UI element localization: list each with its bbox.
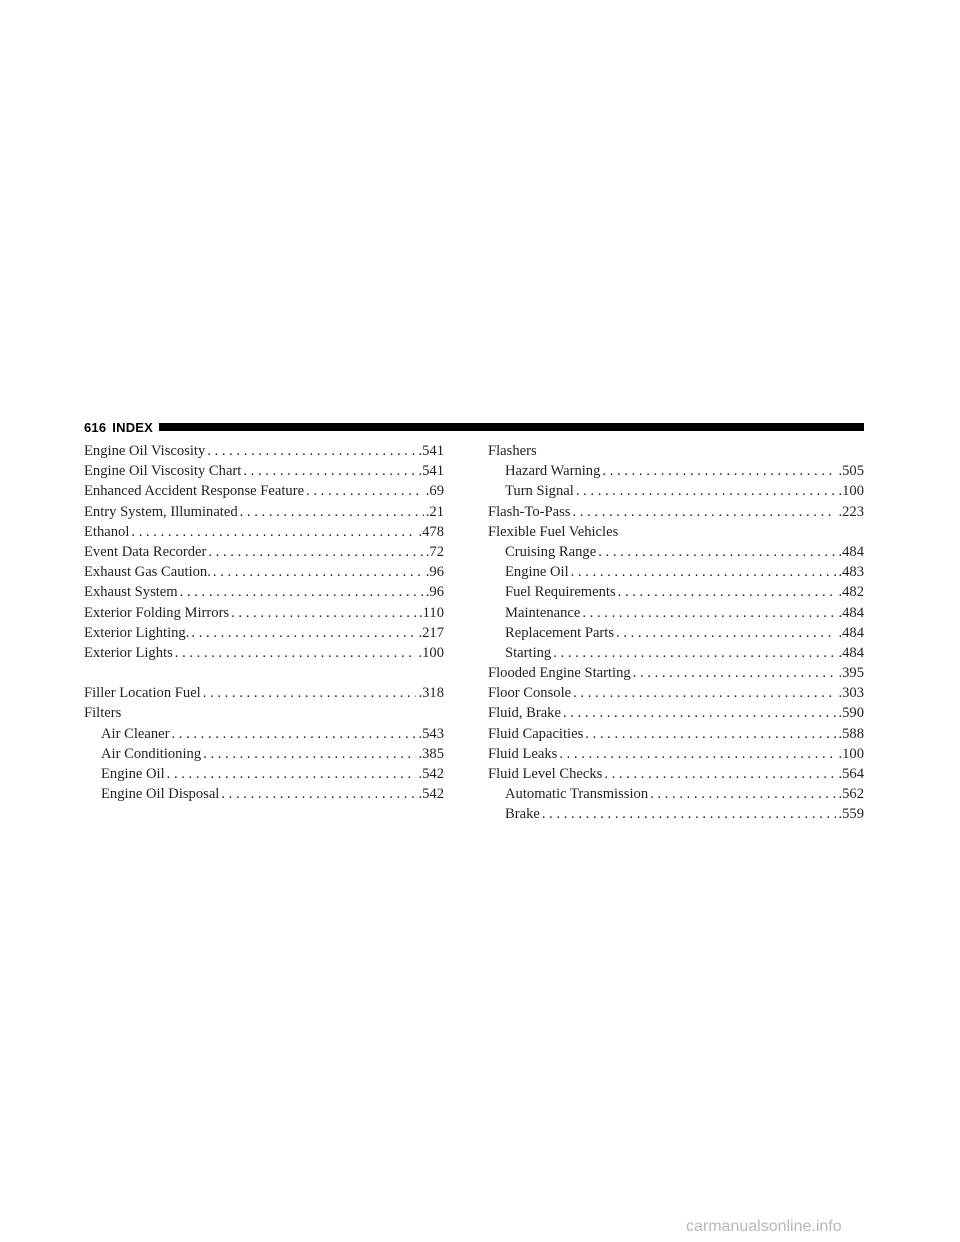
index-entry-label: Automatic Transmission [505, 786, 649, 803]
index-entry-label: Exterior Folding Mirrors [84, 604, 230, 621]
dot-leader [598, 542, 836, 562]
index-entry-label: Engine Oil [101, 766, 165, 782]
index-entry-label: Maintenance [505, 604, 581, 621]
index-entry-page: .72 [425, 543, 444, 560]
index-entry [84, 502, 444, 522]
index-entry-page: .484 [838, 644, 864, 661]
index-entry-label: Filters [84, 705, 122, 722]
index-entry-page: .478 [418, 523, 444, 540]
index-entry-page: .223 [838, 503, 864, 520]
index-entry-label: Exterior Lights [84, 644, 173, 661]
index-entry-label: Floor Console [488, 685, 572, 702]
dot-leader [573, 502, 837, 522]
index-entry-label: Exhaust System [84, 584, 178, 601]
page-number: 616 [84, 419, 107, 435]
index-entry [84, 542, 444, 562]
watermark: carmanualsonline.info [686, 1218, 842, 1235]
index-entry [84, 582, 444, 602]
header-title [84, 420, 153, 435]
index-entry-label: Air Conditioning [101, 745, 202, 762]
dot-leader [221, 784, 416, 804]
dot-leader [576, 481, 837, 501]
dot-leader [203, 683, 417, 703]
index-entry [488, 603, 864, 623]
dot-leader [167, 764, 417, 784]
index-entry-label: Engine Oil Viscosity [84, 443, 206, 459]
index-entry [488, 703, 864, 723]
index-entry-page: .385 [418, 745, 444, 762]
dot-leader [542, 804, 837, 824]
index-entry-label: Cruising Range [505, 543, 597, 560]
dot-leader [131, 522, 416, 542]
dot-leader [571, 562, 837, 582]
index-entry-label: Flooded Engine Starting [488, 665, 631, 682]
dot-leader [650, 784, 836, 804]
index-column-left [84, 441, 444, 804]
index-entry-label: Fluid Level Checks [488, 766, 603, 782]
index-entry [84, 461, 444, 481]
dot-leader [231, 603, 417, 623]
index-entry-label: Enhanced Accident Response Feature [84, 483, 305, 500]
index-entry-label: Event Data Recorder [84, 543, 207, 560]
index-entry-page: .562 [838, 786, 864, 803]
index-entry-label: Hazard Warning [505, 463, 601, 480]
index-entry [488, 663, 864, 683]
index-entry-page: .559 [838, 806, 864, 823]
dot-leader [604, 764, 836, 784]
index-entry [488, 804, 864, 824]
index-entry-page: .484 [838, 543, 864, 560]
index-entry [488, 502, 864, 522]
section-title: INDEX [112, 419, 154, 435]
dot-leader [585, 724, 836, 744]
index-heading [488, 522, 864, 542]
dot-leader [243, 461, 416, 481]
index-entry-page: .590 [838, 705, 864, 722]
index-entry-label: Fuel Requirements [505, 584, 616, 601]
index-entry-label: Engine Oil Disposal [101, 786, 220, 803]
index-entry-label: Brake [505, 806, 540, 823]
index-entry [84, 643, 444, 663]
index-entry [84, 764, 444, 784]
index-entry-page: .482 [838, 584, 864, 601]
index-column-right [488, 441, 864, 825]
index-entry-label: Turn Signal [505, 483, 574, 500]
index-entry-page: .505 [838, 463, 864, 480]
index-entry [488, 764, 864, 784]
index-entry-label: Fluid Capacities [488, 725, 584, 742]
index-heading [488, 441, 864, 461]
index-entry [488, 582, 864, 602]
index-entry [84, 784, 444, 804]
dot-leader [602, 461, 836, 481]
index-entry-label: Flashers [488, 443, 537, 459]
dot-leader [573, 683, 836, 703]
dot-leader [582, 603, 836, 623]
index-entry [84, 744, 444, 764]
dot-leader [563, 703, 836, 723]
index-entry [488, 744, 864, 764]
index-entry-label: Exterior Lighting. [84, 624, 190, 641]
page-header [84, 417, 864, 437]
index-entry [488, 784, 864, 804]
index-entry [84, 522, 444, 542]
index-entry [488, 481, 864, 501]
index-entry-page: .217 [418, 624, 444, 641]
dot-leader [203, 744, 416, 764]
index-heading [84, 703, 444, 723]
index-entry-page: .69 [425, 483, 444, 500]
index-entry-page: .96 [425, 564, 444, 581]
index-entry-label: Flash-To-Pass [488, 503, 571, 520]
dot-leader [171, 724, 416, 744]
index-entry [488, 562, 864, 582]
index-entry-page: .100 [418, 644, 444, 661]
dot-leader [213, 562, 424, 582]
index-entry-label: Exhaust Gas Caution. [84, 564, 211, 581]
index-entry-page: .588 [838, 725, 864, 742]
index-entry-page: .100 [838, 745, 864, 762]
index-entry-page: .542 [418, 766, 444, 782]
index-entry-label: Engine Oil [505, 564, 569, 581]
index-entry-page: .543 [418, 725, 444, 742]
dot-leader [191, 623, 416, 643]
index-entry-label: Replacement Parts [505, 624, 615, 641]
index-entry-page: .303 [838, 685, 864, 702]
index-entry-page: .483 [838, 564, 864, 581]
index-entry-label: Engine Oil Viscosity Chart [84, 463, 242, 480]
index-entry-page: .96 [425, 584, 444, 601]
dot-leader [306, 481, 424, 501]
index-entry-label: Fluid, Brake [488, 705, 561, 722]
index-entry [84, 603, 444, 623]
index-entry [488, 461, 864, 481]
index-entry-label: Fluid Leaks [488, 745, 558, 762]
index-entry-label: Air Cleaner [101, 725, 170, 742]
index-entry-label: Ethanol [84, 523, 130, 540]
index-entry [488, 724, 864, 744]
dot-leader [180, 582, 424, 602]
index-entry-label: Entry System, Illuminated [84, 503, 238, 520]
index-entry-page: .318 [418, 685, 444, 702]
dot-leader [559, 744, 836, 764]
index-entry-label: Filler Location Fuel [84, 685, 201, 702]
dot-leader [207, 441, 416, 461]
index-entry-page: .484 [838, 624, 864, 641]
dot-leader [240, 502, 424, 522]
header-rule [159, 423, 864, 431]
dot-leader [633, 663, 837, 683]
index-entry-page: .541 [418, 463, 444, 480]
dot-leader [175, 643, 417, 663]
dot-leader [616, 623, 836, 643]
index-entry-page: .542 [418, 786, 444, 803]
index-entry-page: .484 [838, 604, 864, 621]
index-entry [84, 481, 444, 501]
index-entry-page: .100 [838, 483, 864, 500]
index-entry-page: .395 [838, 665, 864, 682]
index-entry [84, 623, 444, 643]
index-entry-label: Starting [505, 644, 552, 661]
index-entry [84, 441, 444, 461]
index-entry [84, 724, 444, 744]
index-entry [84, 683, 444, 703]
index-entry [488, 623, 864, 643]
index-entry-page: .541 [418, 443, 444, 459]
dot-leader [553, 643, 836, 663]
index-entry-page: .21 [425, 503, 444, 520]
index-entry-page: .110 [419, 604, 444, 621]
index-entry [84, 562, 444, 582]
index-entry-page: .564 [838, 766, 864, 782]
index-entry [488, 643, 864, 663]
dot-leader [618, 582, 837, 602]
index-entry-label: Flexible Fuel Vehicles [488, 523, 619, 540]
index-entry [488, 683, 864, 703]
dot-leader [208, 542, 423, 562]
index-entry [488, 542, 864, 562]
